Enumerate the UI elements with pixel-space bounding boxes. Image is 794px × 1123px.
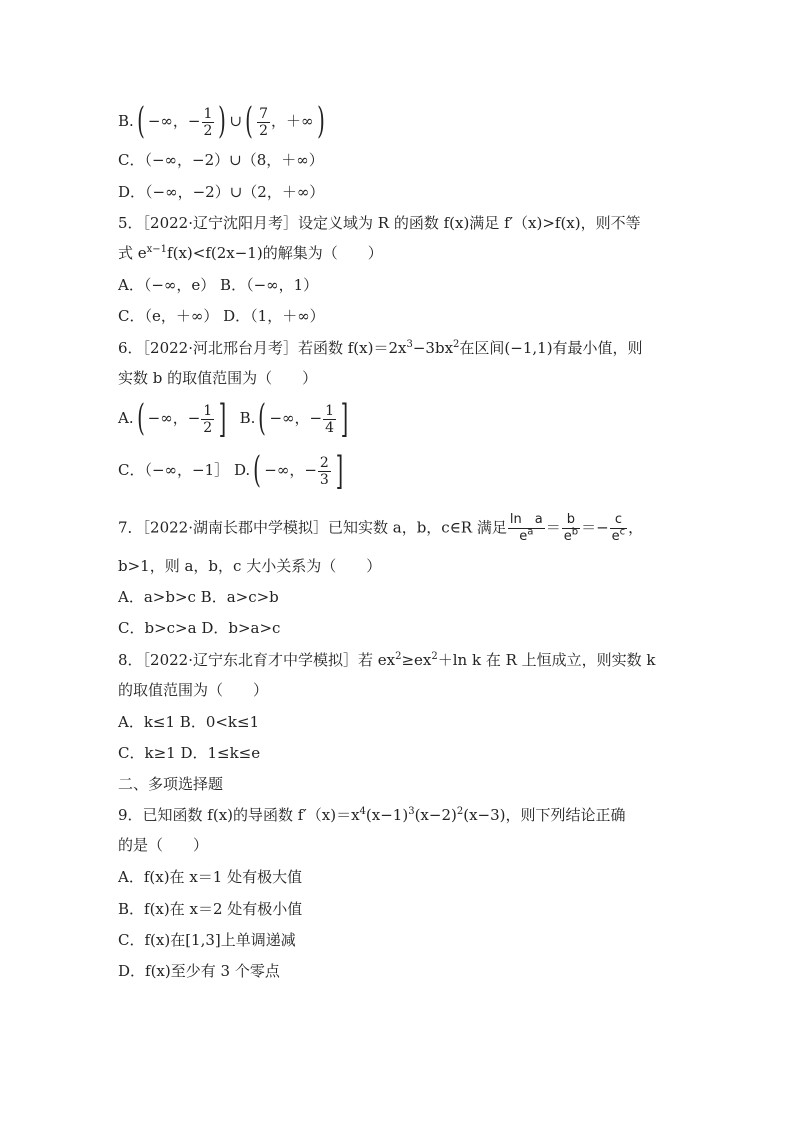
q8-stem-line2: 的取值范围为（ ） xyxy=(118,681,269,699)
fraction: $\frac{1}{2}$ xyxy=(203,402,213,436)
q8-options-cd: C．k≥1 D．1≤k≤e xyxy=(118,744,261,762)
q7-options-cd: C．b>c>a D．b>a>c xyxy=(118,619,281,637)
q6-stem-line2: 实数 b 的取值范围为（ ） xyxy=(118,369,318,387)
q8-stem-line1: 8．［2022·辽宁东北育才中学模拟］若 $ex^2\ge ex^2+\ln$ k 在 R 上恒成立，则实数 k xyxy=(118,651,656,669)
q9-stem-line1: 9．已知函数 f(x)的导函数 $f'(x)=x^4(x-1)^3(x-2)^2(x-3)$，则下列结论正确 xyxy=(118,806,626,824)
left-paren: ( xyxy=(245,101,253,142)
right-bracket: ] xyxy=(218,397,227,441)
q9-option-c: C．f(x)在[1,3]上单调递减 xyxy=(118,931,296,949)
q7-options-ab: A．a>b>c B．a>c>b xyxy=(118,588,279,606)
fraction: $\frac{7}{2}$ xyxy=(259,105,269,139)
q5-stem-line1: 5．［2022·辽宁沈阳月考］设定义域为 R 的函数 f(x)满足 f′（x)>f(x)，则不等 xyxy=(118,214,641,232)
left-paren: ( xyxy=(258,398,267,439)
fraction: $\frac{1}{2}$ xyxy=(203,105,213,139)
q9-stem-line2: 的是（ ） xyxy=(118,836,209,854)
q9-option-b: B．f(x)在 x＝2 处有极小值 xyxy=(118,900,303,918)
right-paren: ) xyxy=(218,101,227,142)
q6-options-cd: C．（−∞，−1］ D.( −∞，− $\frac{2}{3}$ ] xyxy=(118,449,343,493)
q9-option-d: D．f(x)至少有 3 个零点 xyxy=(118,962,280,980)
q5-options-cd: C．（e，＋∞） D．（1，＋∞） xyxy=(118,307,325,325)
right-paren: ) xyxy=(316,101,325,142)
q7-stem-line2: b>1，则 a，b，c 大小关系为（ ） xyxy=(118,557,382,575)
q5-options-ab: A．（−∞，e） B．（−∞，1） xyxy=(118,276,319,294)
fraction: $\frac{c}{e^c}$ xyxy=(611,512,626,544)
fraction: $\frac{\text{ln a}}{e^a}$ xyxy=(509,512,543,544)
q4-option-b: B.( −∞，− $\frac{1}{2}$ ) ∪( $\frac{7}{2}$ ，＋∞) xyxy=(118,101,325,142)
right-bracket: ] xyxy=(340,397,349,441)
fraction: $\frac{2}{3}$ xyxy=(319,454,329,488)
q8-options-ab: A．k≤1 B．0<k≤1 xyxy=(118,713,260,731)
q6-stem-line1: 6．［2022·河北邢台月考］若函数 $f(x)=2x^3-3bx^2$在区间(−1,1)有最小值，则 xyxy=(118,339,643,357)
section-heading: 二、多项选择题 xyxy=(118,775,224,793)
q4-option-c: C．（−∞，−2）∪（8，＋∞） xyxy=(118,151,324,169)
q4-option-d: D．（−∞，−2）∪（2，＋∞） xyxy=(118,183,325,201)
q6-options-ab: A.( −∞，− $\frac{1}{2}$ ] B.( −∞，− $\frac{1}{4}$ ] xyxy=(118,397,349,441)
fraction: $\frac{b}{e^b}$ xyxy=(563,512,579,544)
q5-stem-line2: 式 $e^{x-1}f(x)<f(2x-1)$的解集为（ ） xyxy=(118,244,383,262)
q9-option-a: A．f(x)在 x＝1 处有极大值 xyxy=(118,868,303,886)
right-bracket: ] xyxy=(335,449,343,493)
q7-stem-line1: 7．［2022·湖南长郡中学模拟］已知实数 a，b，c∈R 满足 $\frac{\text{ln a}}{e^a}$ ＝ $\frac{b}{e^b}$ ＝− $\frac{c}{e^c}$ ， xyxy=(118,512,644,544)
left-paren: ( xyxy=(253,450,262,491)
left-paren: ( xyxy=(136,398,145,439)
fraction: $\frac{1}{4}$ xyxy=(325,402,334,436)
left-paren: ( xyxy=(136,101,145,142)
